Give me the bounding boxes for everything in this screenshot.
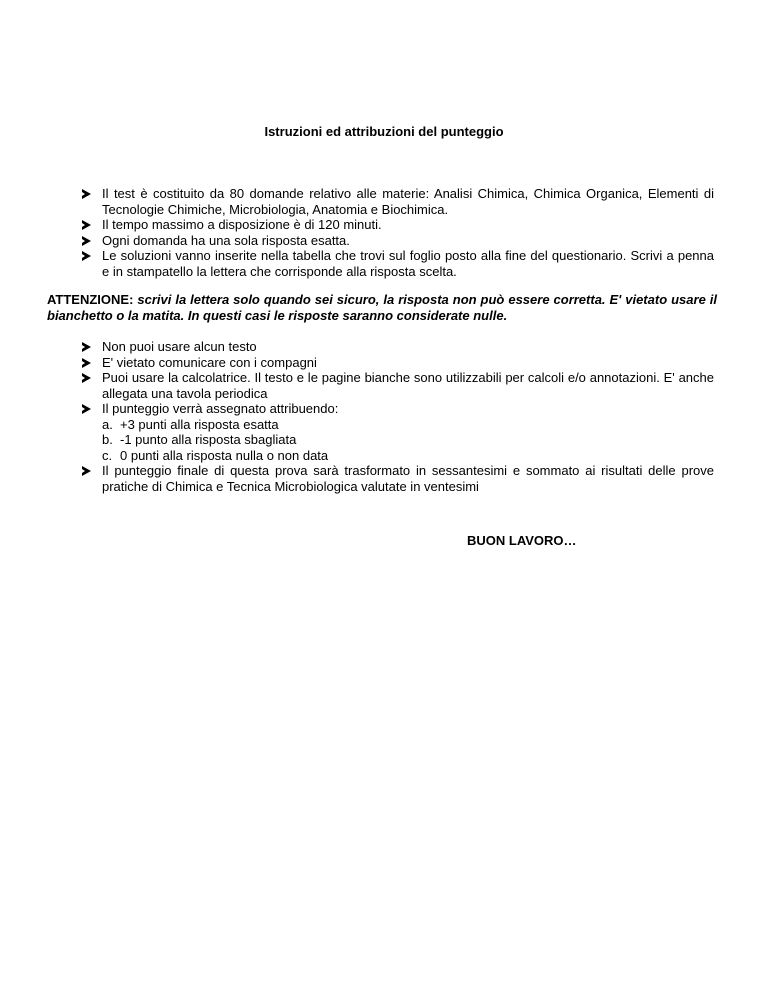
list-item	[82, 186, 714, 217]
rules-list	[82, 339, 714, 494]
scoring-marker: a.	[102, 416, 113, 432]
scoring-list	[102, 417, 714, 464]
list-item	[82, 370, 714, 401]
attention-label: ATTENZIONE:	[47, 292, 134, 307]
list-item-text: Il punteggio verrà assegnato attribuendo:	[102, 401, 339, 416]
list-item-text: Il test è costituito da 80 domande relativo alle materie: Analisi Chimica, Chimica Organica, Elementi di Tecnologie Chimiche, Microbiologia, Anatomia e Biochimica.	[102, 186, 714, 217]
list-item-text: Il punteggio finale di questa prova sarà trasformato in sessantesimi e sommato ai risultati delle prove pratiche di Chimica e Tecnica Microbiologica valutate in ventesimi	[102, 463, 714, 494]
attention-message: scrivi la lettera solo quando sei sicuro, la risposta non può essere corretta. E' vietato usare il bianchetto o la matita. In questi casi le risposte saranno considerate nulle.	[47, 292, 717, 323]
scoring-text: +3 punti alla risposta esatta	[120, 416, 279, 432]
scoring-text: -1 punto alla risposta sbagliata	[120, 432, 297, 447]
closing-text: BUON LAVORO…	[467, 533, 577, 548]
arrow-bullet-icon	[82, 342, 91, 352]
arrow-bullet-icon	[82, 466, 91, 476]
list-item	[82, 217, 714, 233]
list-item	[82, 339, 714, 355]
list-item	[82, 233, 714, 249]
list-item	[82, 401, 714, 463]
list-item	[82, 463, 714, 494]
list-item-text: E' vietato comunicare con i compagni	[102, 354, 317, 370]
arrow-bullet-icon	[82, 251, 91, 261]
list-item-text: Puoi usare la calcolatrice. Il testo e le pagine bianche sono utilizzabili per calcoli e/o annotazioni. E' anche allegata una tavola periodica	[102, 370, 714, 401]
scoring-marker: c.	[102, 447, 113, 463]
arrow-bullet-icon	[82, 358, 91, 368]
arrow-bullet-icon	[82, 404, 91, 414]
arrow-bullet-icon	[82, 189, 91, 199]
list-item-text: Il tempo massimo a disposizione è di 120 minuti.	[102, 217, 382, 232]
list-item-text: Ogni domanda ha una sola risposta esatta.	[102, 232, 350, 248]
list-item-text: Non puoi usare alcun testo	[102, 339, 257, 354]
scoring-item	[102, 432, 714, 448]
attention-notice	[47, 292, 717, 323]
list-item	[82, 248, 714, 279]
instructions-list	[82, 186, 714, 279]
list-item-text: Le soluzioni vanno inserite nella tabella che trovi sul foglio posto alla fine del questionario. Scrivi a penna e in stampatello la lettera che corrisponde alla risposta scelta.	[102, 248, 714, 279]
scoring-item	[102, 417, 714, 433]
arrow-bullet-icon	[82, 236, 91, 246]
arrow-bullet-icon	[82, 220, 91, 230]
arrow-bullet-icon	[82, 373, 91, 383]
page-title: Istruzioni ed attribuzioni del punteggio	[264, 124, 504, 139]
scoring-text: 0 punti alla risposta nulla o non data	[120, 447, 329, 463]
scoring-item	[102, 448, 714, 464]
list-item	[82, 355, 714, 371]
scoring-marker: b.	[102, 432, 113, 447]
